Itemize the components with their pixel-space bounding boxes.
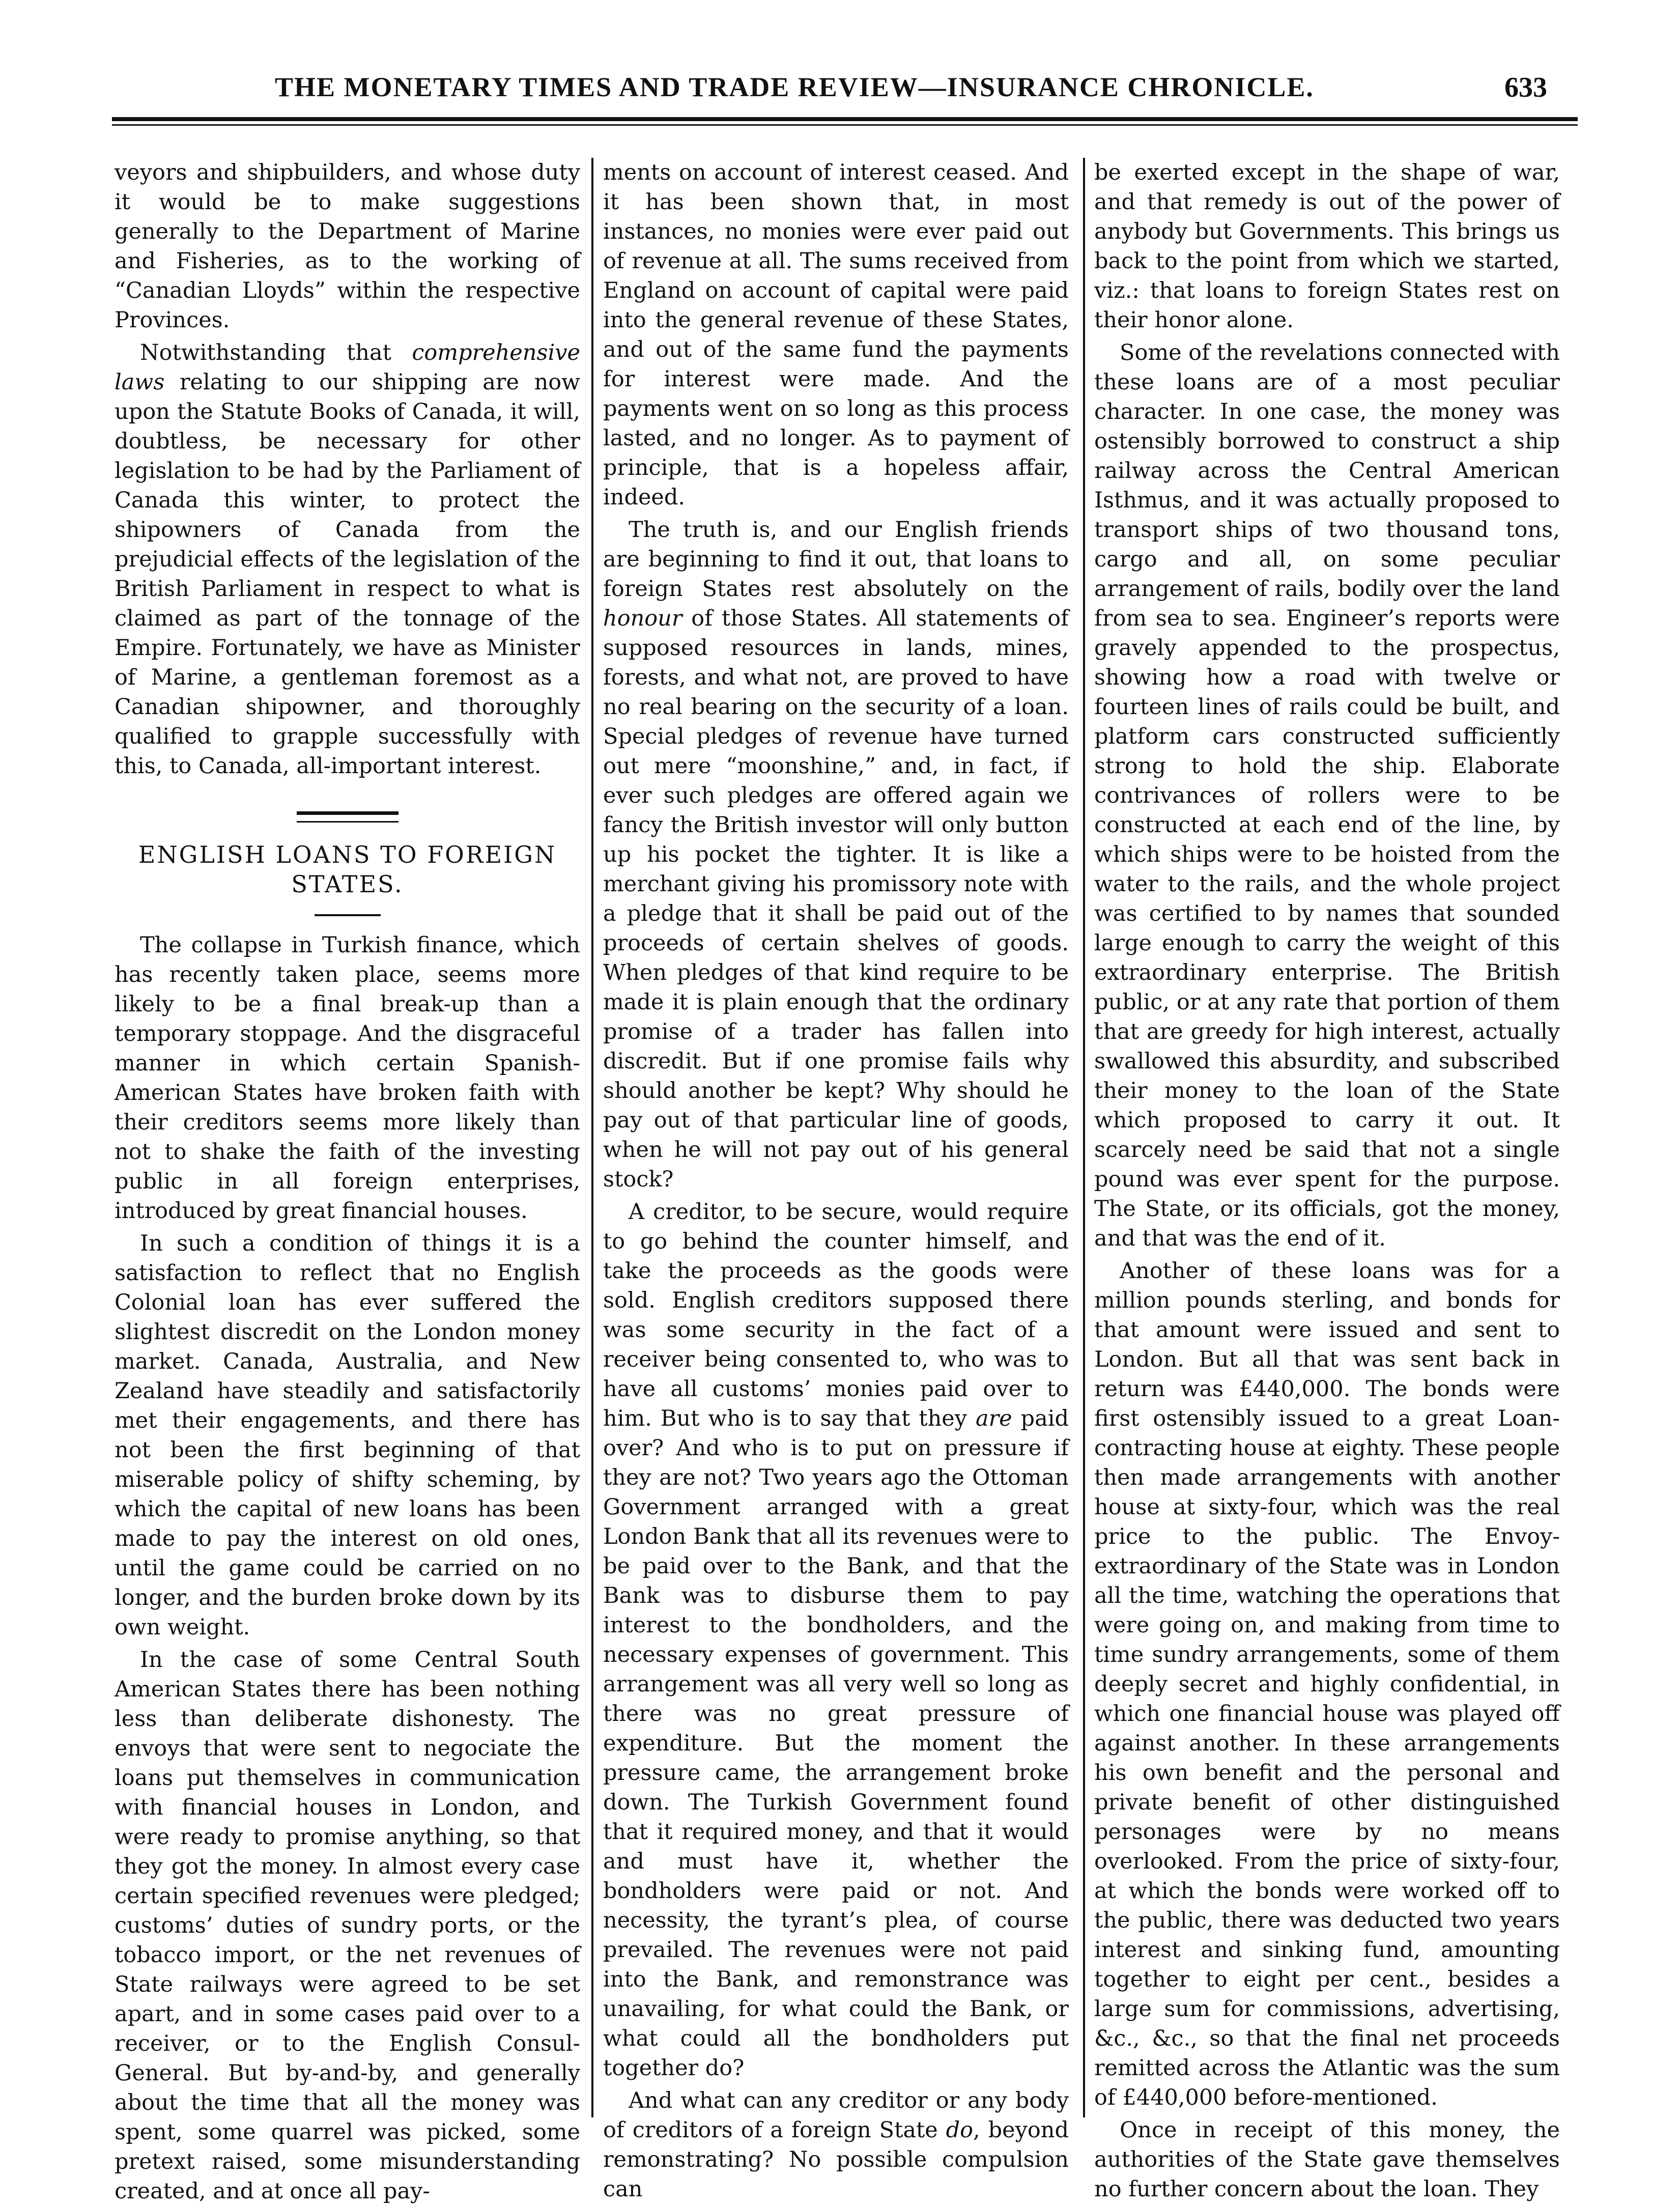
text-run: A creditor, to be secure, would require to go behind the counter himself, and take the proceeds as the goods were sold. English creditors supposed there was some security in the fact of a receiver being consented to, who was to have all customs’ monies paid over to him. But who is to say that they xyxy=(603,1199,1069,1431)
italic-text: do xyxy=(946,2117,974,2143)
text-run: Notwithstanding that xyxy=(140,340,412,365)
paragraph xyxy=(603,515,1069,1194)
paragraph xyxy=(603,2086,1069,2204)
column-divider xyxy=(1083,158,1085,2117)
section-divider xyxy=(297,811,398,823)
header-rule-thick xyxy=(112,117,1578,121)
paragraph: Another of these loans was for a million pounds sterling, and bonds for that amount were issued and sent to London. But all that was sent back in return was £440,000. The bonds were first ostensibly issued to a great Loan-contracting house at eighty. These people then made arrangements with another house at sixty-four, which was the real price to the public. The Envoy-extraordinary of the State was in London all the time, watching the operations that were going on, and making from time to time sundry arrangements, some of them deeply secret and highly confidential, in which one financial house was played off against another. In these arrangements his own benefit and the personal and private benefit of other distinguished personages were by no means overlooked. From the price of sixty-four, at which the bonds were worked off to the public, there was deducted two years interest and sinking fund, amounting together to eight per cent., besides a large sum for commissions, advertising, &c., &c., so that the final net proceeds remitted across the Atlantic was the sum of £440,000 before-mentioned. xyxy=(1094,1258,1560,2110)
paragraph: Once in receipt of this money, the authorities of the State gave themselves no further concern about the loan. They xyxy=(1094,2117,1560,2202)
page-header xyxy=(112,61,1578,127)
italic-text: are xyxy=(975,1406,1012,1431)
italic-text: honour xyxy=(603,606,682,631)
paragraph xyxy=(115,338,580,781)
column-middle xyxy=(603,158,1069,2202)
paragraph: be exerted except in the shape of war, and that remedy is out of the power of anybody but Governments. This brings us back to the point from which we started, viz.: that loans to foreign States rest on their honor alone. xyxy=(1094,160,1560,333)
text-run: relating to our shipping are now upon the Statute Books of Canada, it will, doubtless, be necessary for other legislation to be had by the Parliament of Canada this winter, to protect the shipowners of Canada from the prejudicial effects of the legislation of the British Parliament in respect to what is claimed as part of the tonnage of the Empire. Fortunately, we have as Minister of Marine, a gentleman foremost as a Canadian shipowner, and thoroughly qualified to grapple successfully with this, to Canada, all-important interest. xyxy=(115,370,580,779)
header-rule-thin xyxy=(112,124,1578,126)
paragraph xyxy=(603,1197,1069,2083)
italic-text: comprehensive laws xyxy=(115,340,580,395)
column-left xyxy=(115,158,580,2204)
column-divider xyxy=(591,158,593,2117)
running-title: THE MONETARY TIMES AND TRADE REVIEW—INSURANCE CHRONICLE. xyxy=(275,72,1314,102)
page-number: 633 xyxy=(1504,72,1547,103)
paragraph: veyors and shipbuilders, and whose duty it would be to make suggestions generally to the Department of Marine and Fisheries, as to the working of “Canadian Lloyds” within the respective Provinces. xyxy=(115,160,580,333)
paragraph: The collapse in Turkish finance, which has recently taken place, seems more likely to be a final break-up than a temporary stoppage. And the disgraceful manner in which certain Spanish-American States have broken faith with their creditors seems more likely than not to shake the faith of the investing public in all foreign enterprises, introduced by great financial houses. xyxy=(115,932,580,1224)
text-run: of those States. All statements of supposed resources in lands, mines, forests, and what not, are proved to have no real bearing on the security of a loan. Special pledges of revenue have turned out mere “moonshine,” and, in fact, if ever such pledges are offered again we fancy the British investor will only button up his pocket the tighter. It is like a merchant giving his promissory note with a pledge that it shall be paid out of the proceeds of certain shelves of goods. When pledges of that kind require to be made it is plain enough that the ordinary promise of a trader has fallen into discredit. But if one promise fails why should another be kept? Why should he pay out of that particular line of goods, when he will not pay out of his general stock? xyxy=(603,606,1069,1192)
column-right xyxy=(1094,158,1560,2202)
title-underline xyxy=(315,914,381,916)
paragraph: Some of the revelations connected with these loans are of a most peculiar character. In one case, the money was ostensibly borrowed to construct a ship railway across the Central American Isthmus, and it was actually proposed to transport ships of two thousand tons, cargo and all, on some peculiar arrangement of rails, bodily over the land from sea to sea. Engineer’s reports were gravely appended to the prospectus, showing how a road with twelve or fourteen lines of rails could be built, and platform cars constructed sufficiently strong to hold the ship. Elaborate contrivances of rollers were to be constructed at each end of the line, by which ships were to be hoisted from the water to the rails, and the whole project was certified to by names that sounded large enough to carry the weight of this extraordinary enterprise. The British public, or at any rate that portion of them that are greedy for high interest, actually swallowed this absurdity, and subscribed their money to the loan of the State which proposed to carry it out. It scarcely need be said that not a single pound was ever spent for the purpose. The State, or its officials, got the money, and that was the end of it. xyxy=(1094,340,1560,1251)
text-run: , beyond remonstrating? No possible compulsion can xyxy=(603,2117,1069,2202)
text-run: paid over? And who is to put on pressure if they are not? Two years ago the Ottoman Government arranged with a great London Bank that all its revenues were to be paid over to the Bank, and that the Bank was to disburse them to pay interest to the bondholders, and the necessary expenses of government. This arrangement was all very well so long as there was no great pressure of expenditure. But the moment the pressure came, the arrangement broke down. The Turkish Government found that it required money, and that it would and must have it, whether the bondholders were paid or not. And necessity, the tyrant’s plea, of course prevailed. The revenues were not paid into the Bank, and remonstrance was unavailing, for what could the Bank, or what could all the bondholders put together do? xyxy=(603,1406,1069,2081)
paragraph: In such a condition of things it is a satisfaction to reflect that no English Colonial loan has ever suffered the slightest discredit on the London money market. Canada, Australia, and New Zealand have steadily and satisfactorily met their engagements, and there has not been the first beginning of that miserable policy of shifty scheming, by which the capital of new loans has been made to pay the interest on old ones, until the game could be carried on no longer, and the burden broke down by its own weight. xyxy=(115,1231,580,1640)
text-run: And what can any creditor or any body of creditors of a foreign State xyxy=(603,2088,1069,2143)
paragraph: ments on account of interest ceased. And it has been shown that, in most instances, no monies were ever paid out of revenue at all. The sums received from England on account of capital were paid into the general revenue of these States, and out of the same fund the payments for interest were made. And the payments went on so long as this process lasted, and no longer. As to payment of principle, that is a hopeless affair, indeed. xyxy=(603,160,1069,510)
article-title: ENGLISH LOANS TO FOREIGN STATES. xyxy=(138,841,557,898)
paragraph: In the case of some Central South American States there has been nothing less than deliberate dishonesty. The envoys that were sent to negociate the loans put themselves in communication with financial houses in London, and were ready to promise anything, so that they got the money. In almost every case certain specified revenues were pledged; customs’ duties of sundry ports, or the tobacco import, or the net revenues of State railways were agreed to be set apart, and in some cases paid over to a receiver, or to the English Consul-General. But by-and-by, and generally about the time that all the money was spent, some quarrel was picked, some pretext raised, some misunderstanding created, and at once all pay- xyxy=(115,1647,580,2204)
text-run: The truth is, and our English friends are beginning to find it out, that loans to foreign States rest absolutely on the xyxy=(603,517,1069,602)
